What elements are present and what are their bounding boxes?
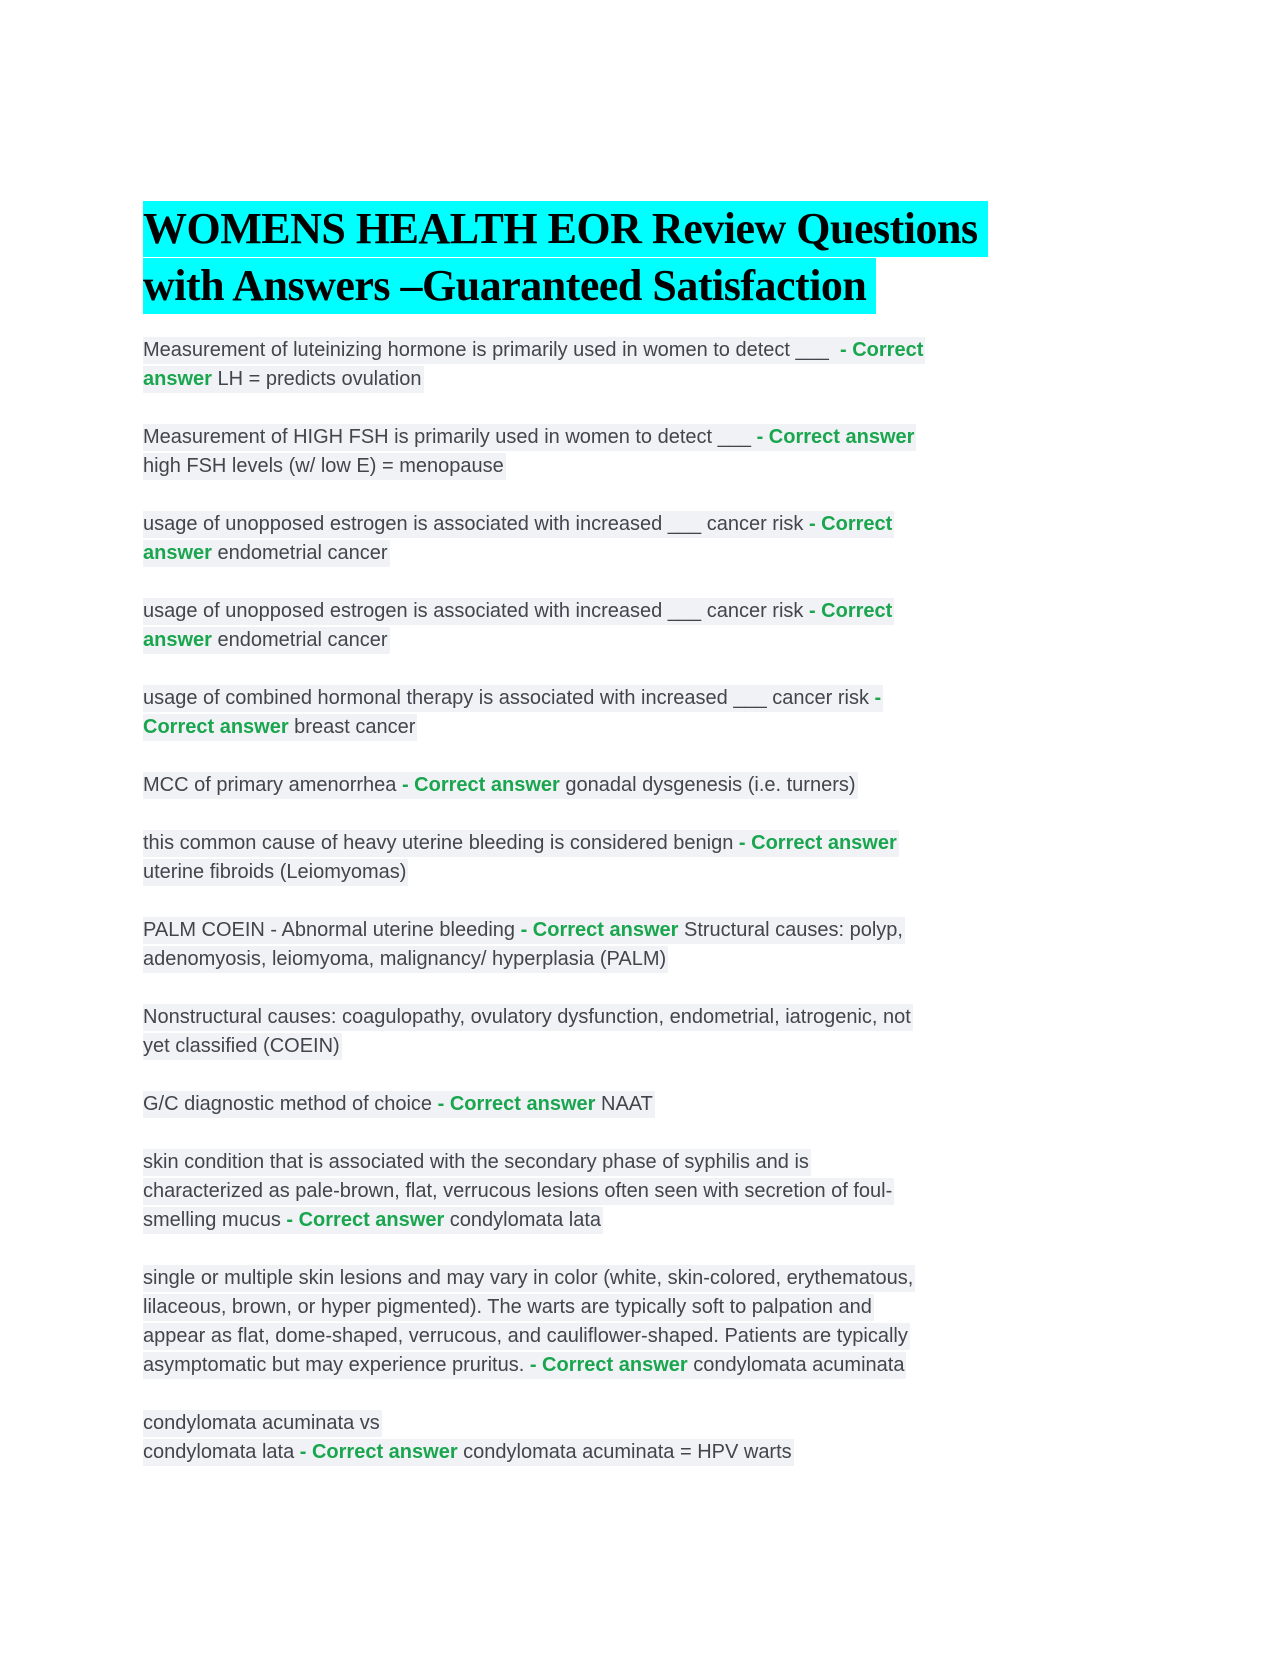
correct-answer-label: - Correct answer xyxy=(286,1209,445,1231)
qa-line xyxy=(143,598,894,625)
question-text: usage of unopposed estrogen is associated with increased ___ cancer risk xyxy=(143,513,809,535)
qa-line xyxy=(143,337,925,364)
question-text: lilaceous, brown, or hyper pigmented). The warts are typically soft to palpation and xyxy=(143,1296,872,1318)
question-text: characterized as pale-brown, flat, verrucous lesions often seen with secretion of foul- xyxy=(143,1180,893,1202)
qa-line xyxy=(143,1265,915,1292)
correct-answer-label: - Correct xyxy=(808,600,893,622)
correct-answer-label: answer xyxy=(143,542,212,564)
correct-answer-label: - Correct answer xyxy=(756,426,915,448)
correct-answer-label: Correct answer xyxy=(143,716,289,738)
correct-answer-label: - Correct answer xyxy=(299,1441,458,1463)
correct-answer-label: - Correct xyxy=(808,513,893,535)
question-text: Measurement of luteinizing hormone is primarily used in women to detect ___ xyxy=(143,339,841,361)
title-highlight: with Answers –Guaranteed Satisfaction xyxy=(143,258,876,314)
qa-line xyxy=(143,917,905,944)
qa-paragraph xyxy=(143,423,1143,481)
question-text: condylomata lata xyxy=(444,1209,601,1231)
qa-paragraph xyxy=(143,829,1143,887)
question-text: LH = predicts ovulation xyxy=(211,368,422,390)
qa-line xyxy=(143,1323,910,1350)
question-text: high FSH levels (w/ low E) = menopause xyxy=(143,455,504,477)
question-text: usage of combined hormonal therapy is associated with increased ___ cancer risk xyxy=(143,687,875,709)
correct-answer-label: - Correct answer xyxy=(437,1093,596,1115)
qa-paragraph xyxy=(143,771,1143,800)
qa-line xyxy=(143,1294,874,1321)
qa-line xyxy=(143,453,506,480)
question-text: gonadal dysgenesis (i.e. turners) xyxy=(559,774,856,796)
correct-answer-label: answer xyxy=(143,368,212,390)
qa-line xyxy=(143,1004,913,1031)
qa-paragraph xyxy=(143,336,1143,394)
question-text: condylomata lata xyxy=(143,1441,300,1463)
qa-line xyxy=(143,1033,342,1060)
correct-answer-label: - Correct answer xyxy=(529,1354,688,1376)
correct-answer-label: - Correct answer xyxy=(401,774,560,796)
question-text: smelling mucus xyxy=(143,1209,287,1231)
question-text: condylomata acuminata xyxy=(687,1354,905,1376)
qa-paragraph xyxy=(143,510,1143,568)
document-title xyxy=(143,200,988,314)
question-text: endometrial cancer xyxy=(211,629,388,651)
correct-answer-label: - Correct answer xyxy=(738,832,897,854)
question-text: this common cause of heavy uterine bleeding is considered benign xyxy=(143,832,739,854)
question-text: appear as flat, dome-shaped, verrucous, and cauliflower-shaped. Patients are typically xyxy=(143,1325,908,1347)
correct-answer-label: - xyxy=(874,687,882,709)
question-text: condylomata acuminata = HPV warts xyxy=(457,1441,792,1463)
qa-paragraph xyxy=(143,1090,1143,1119)
qa-line xyxy=(143,511,894,538)
qa-line xyxy=(143,540,390,567)
title-line xyxy=(143,200,988,257)
qa-line xyxy=(143,1410,382,1437)
qa-paragraph xyxy=(143,597,1143,655)
question-text: Measurement of HIGH FSH is primarily used in women to detect ___ xyxy=(143,426,757,448)
qa-paragraph xyxy=(143,1148,1143,1235)
qa-paragraph xyxy=(143,1264,1143,1380)
correct-answer-label: - Correct answer xyxy=(520,919,679,941)
qa-paragraph xyxy=(143,684,1143,742)
qa-line xyxy=(143,424,916,451)
question-text: PALM COEIN - Abnormal uterine bleeding xyxy=(143,919,521,941)
qa-paragraph xyxy=(143,1003,1143,1061)
qa-line xyxy=(143,366,424,393)
question-text: condylomata acuminata vs xyxy=(143,1412,380,1434)
title-line xyxy=(143,257,988,314)
qa-line xyxy=(143,772,858,799)
qa-paragraph xyxy=(143,1409,1143,1467)
question-text: single or multiple skin lesions and may vary in color (white, skin-colored, erythematous, xyxy=(143,1267,914,1289)
qa-line xyxy=(143,1439,794,1466)
question-text: Structural causes: polyp, xyxy=(678,919,903,941)
qa-line xyxy=(143,859,408,886)
qa-line xyxy=(143,1178,894,1205)
question-text: Nonstructural causes: coagulopathy, ovulatory dysfunction, endometrial, iatrogenic, not xyxy=(143,1006,911,1028)
qa-line xyxy=(143,714,417,741)
question-text: yet classified (COEIN) xyxy=(143,1035,340,1057)
question-text: breast cancer xyxy=(288,716,416,738)
question-text: asymptomatic but may experience pruritus. xyxy=(143,1354,530,1376)
title-highlight: WOMENS HEALTH EOR Review Questions xyxy=(143,201,988,257)
question-text: MCC of primary amenorrhea xyxy=(143,774,402,796)
qa-line xyxy=(143,685,883,712)
qa-line xyxy=(143,946,668,973)
question-text: G/C diagnostic method of choice xyxy=(143,1093,438,1115)
question-text: endometrial cancer xyxy=(211,542,388,564)
correct-answer-label: answer xyxy=(143,629,212,651)
qa-list xyxy=(143,336,1143,1496)
question-text: uterine fibroids (Leiomyomas) xyxy=(143,861,407,883)
qa-line xyxy=(143,830,899,857)
qa-paragraph xyxy=(143,916,1143,974)
qa-line xyxy=(143,1149,811,1176)
qa-line xyxy=(143,1352,906,1379)
qa-line xyxy=(143,627,390,654)
question-text: usage of unopposed estrogen is associated with increased ___ cancer risk xyxy=(143,600,809,622)
correct-answer-label: - Correct xyxy=(840,339,924,361)
question-text: NAAT xyxy=(595,1093,653,1115)
question-text: skin condition that is associated with the secondary phase of syphilis and is xyxy=(143,1151,809,1173)
qa-line xyxy=(143,1091,655,1118)
question-text: adenomyosis, leiomyoma, malignancy/ hyperplasia (PALM) xyxy=(143,948,667,970)
qa-line xyxy=(143,1207,603,1234)
